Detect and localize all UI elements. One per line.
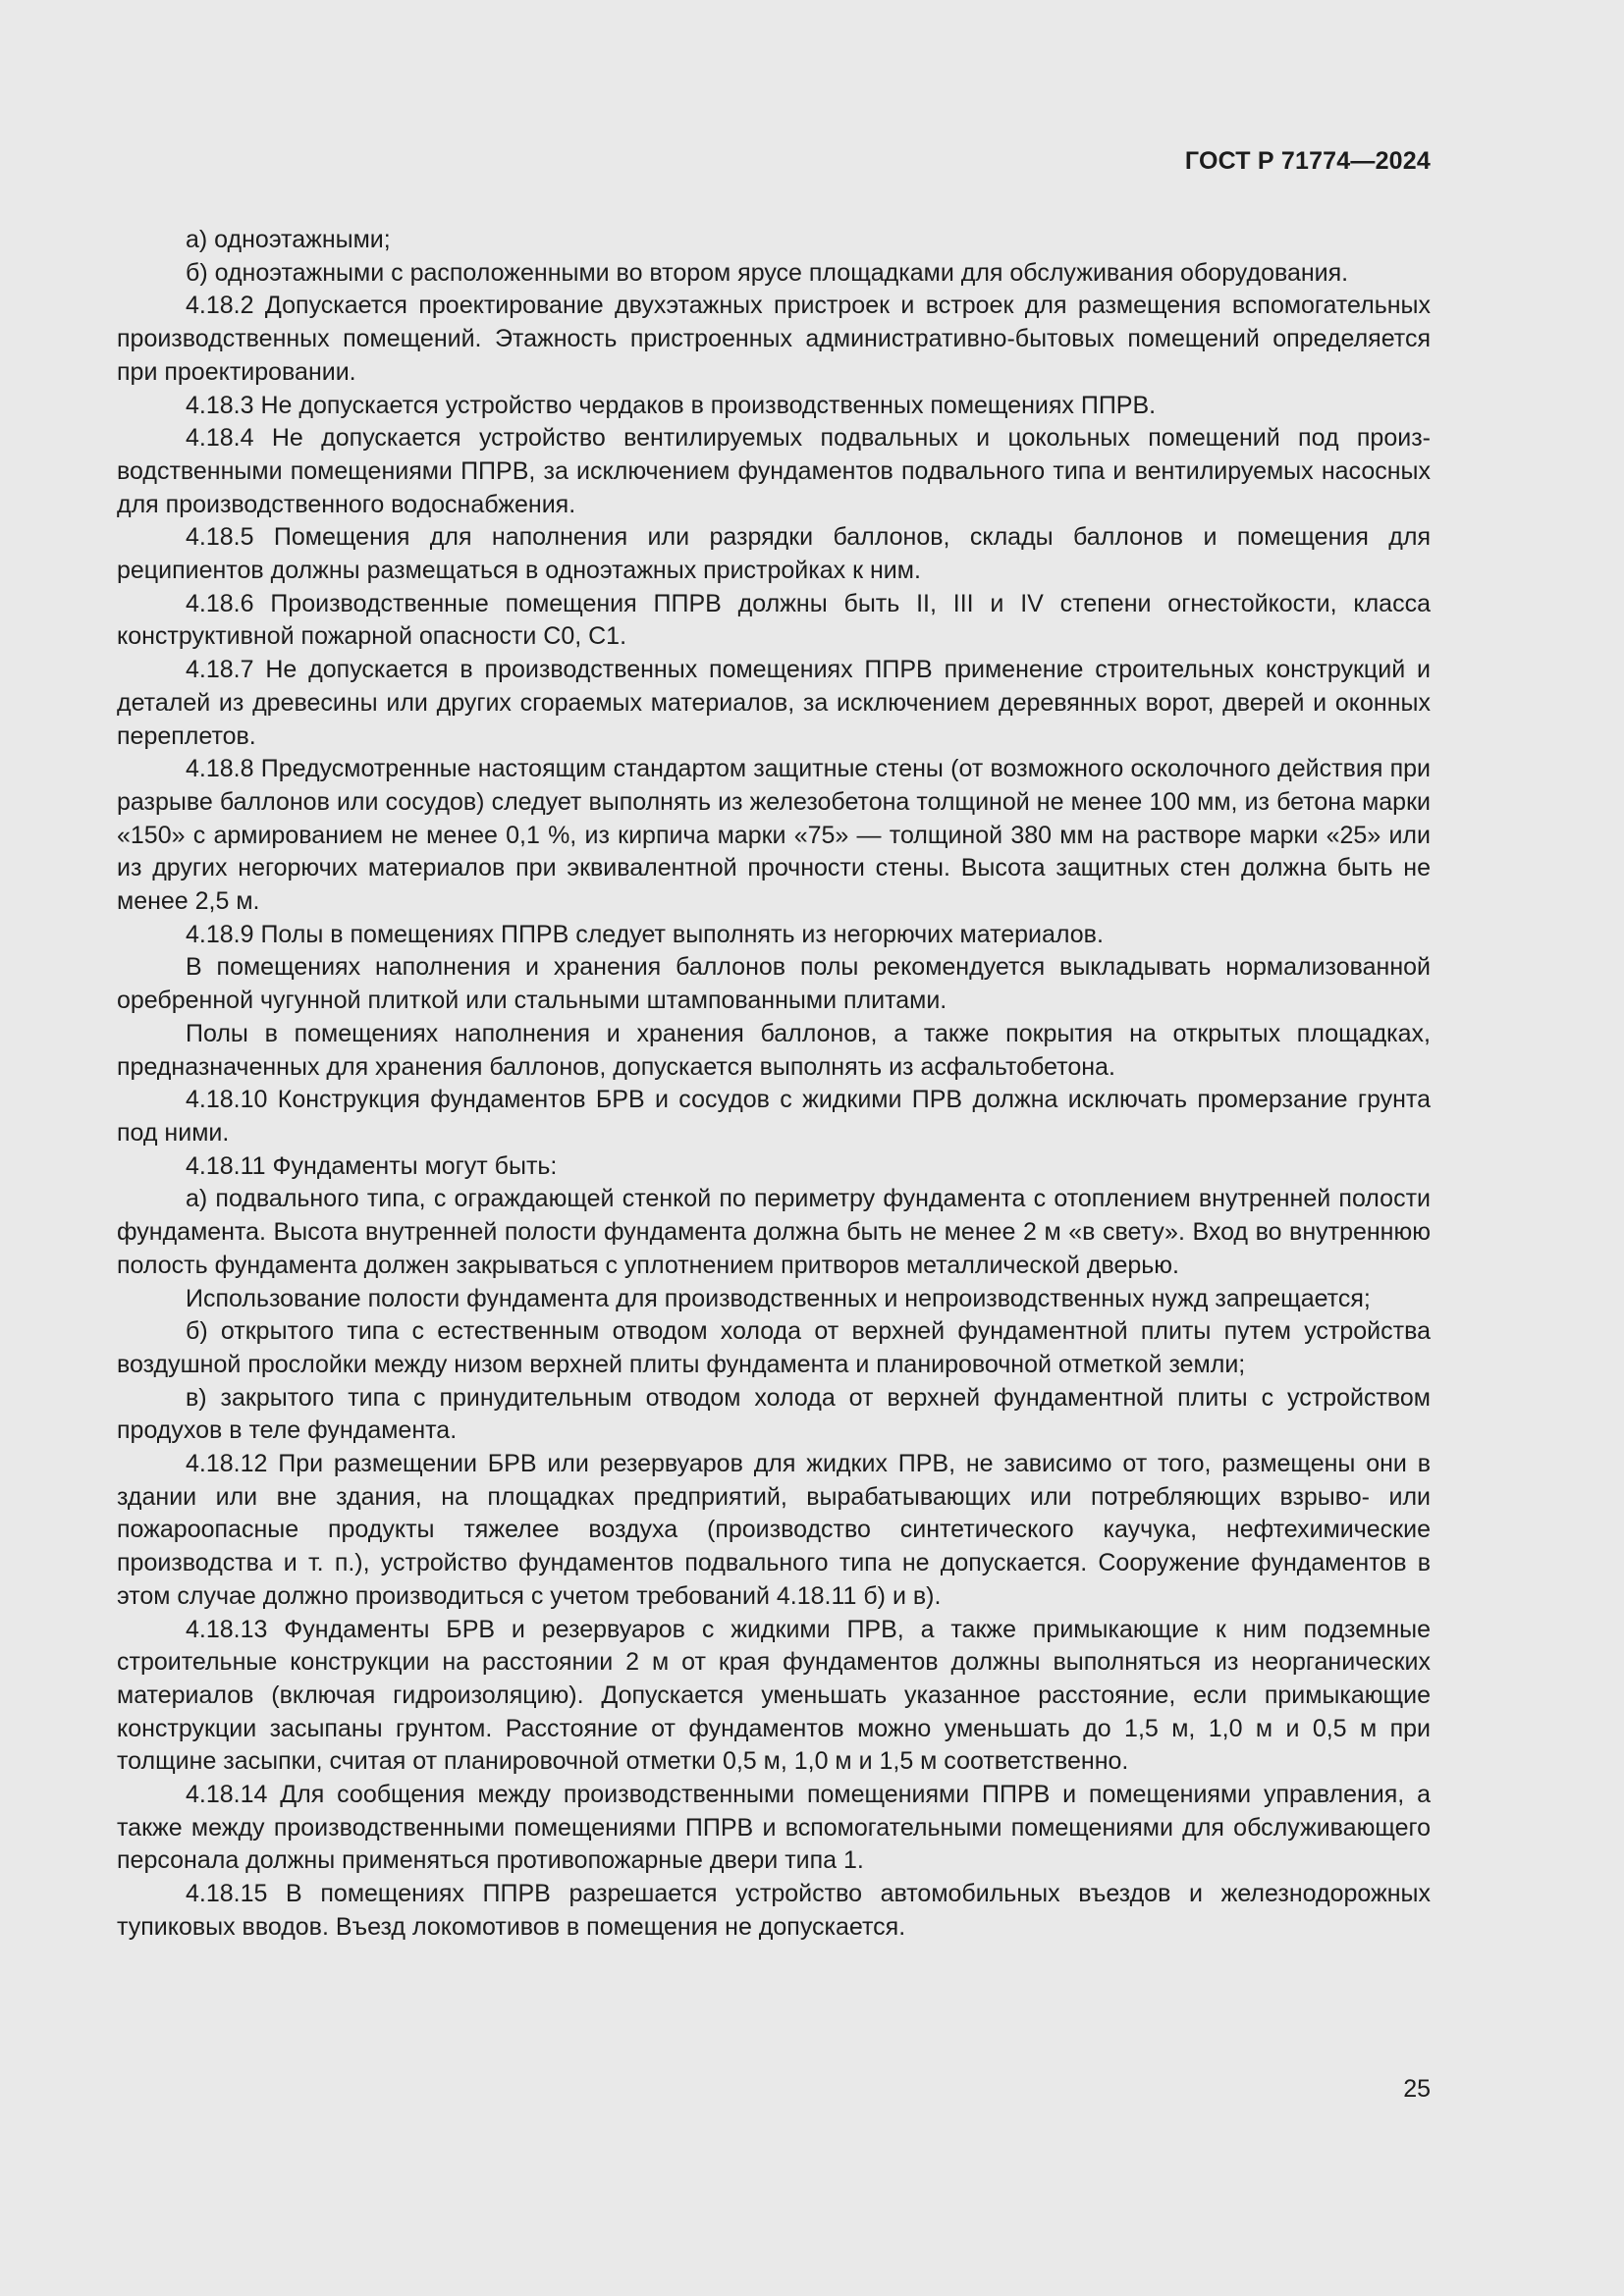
paragraph: 4.18.9 Полы в помещениях ППРВ следует выполнять из негорючих материалов. (186, 920, 1104, 948)
paragraph: а) подвального типа, с ограждающей стенкой по периметру фундамента с отоплением внутренней полости фундамента. Высота внутренней полости фундамента должна быть не менее 2 м «в свету». Вход во внутреннюю полость фундамента должен закрываться с уплотнением притворов металлической дверью. (117, 1185, 1431, 1279)
paragraph: в) закрытого типа с принудительным отводом холода от верхней фундаментной плиты с устройством продухов в теле фундамента. (117, 1383, 1431, 1445)
paragraph: б) одноэтажными с расположенными во втором ярусе площадками для обслуживания оборудования. (186, 258, 1349, 287)
standard-designation: ГОСТ Р 71774—2024 (1184, 147, 1431, 175)
page-number: 25 (1403, 2075, 1431, 2103)
paragraph: 4.18.7 Не допускается в производственных помещениях ППРВ применение строительных конструкций и деталей из древесины или других сгораемых материалов, за исключением деревянных ворот, дверей и оконных переплетов. (117, 656, 1431, 750)
paragraph: В помещениях наполнения и хранения баллонов полы рекомендуется выкладывать нормализованной оребренной чугунной плиткой или стальными штампованными плитами. (117, 953, 1431, 1015)
paragraph: а) одноэтажными; (186, 226, 391, 253)
paragraph: 4.18.5 Помещения для наполнения или разрядки баллонов, склады баллонов и помещения для реципиентов должны размещаться в одноэтажных пристройках к ним. (117, 523, 1431, 585)
paragraph: 4.18.12 При размещении БРВ или резервуаров для жидких ПРВ, не зависимо от того, размещены они в здании или вне здания, на площадках предприятий, вырабатывающих или потребляющих взрыво- или пожароопасные продукты тяжелее воздуха (производство синтетического каучука, нефтехимические производства и т. п.), устройство фундаментов подвального типа не допускается. Сооружение фундаментов в этом случае должно производиться с учетом требований 4.18.11 б) и в). (117, 1450, 1431, 1610)
paragraph: 4.18.4 Не допускается устройство вентилируемых подвальных и цокольных помещений под производственными помещениями ППРВ, за исключением фундаментов подвального типа и вентилируемых насосных для производственного водоснабжения. (117, 424, 1431, 518)
paragraph: 4.18.14 Для сообщения между производственными помещениями ППРВ и помещениями управления, а также между производственными помещениями ППРВ и вспомогательными помещениями для обслуживающего персонала должны применяться противопожарные двери типа 1. (117, 1781, 1431, 1875)
paragraph: б) открытого типа с естественным отводом холода от верхней фундаментной плиты путем устройства воздушной прослойки между низом верхней плиты фундамента и планировочной отметкой земли; (117, 1317, 1431, 1378)
paragraph: 4.18.15 В помещениях ППРВ разрешается устройство автомобильных въездов и железнодорожных тупиковых вводов. Въезд локомотивов в помещения не допускается. (117, 1880, 1431, 1941)
paragraph: 4.18.13 Фундаменты БРВ и резервуаров с жидкими ПРВ, а также примыкающие к ним подземные строительные конструкции на расстоянии 2 м от края фундаментов должны выполняться из неорганических материалов (включая гидроизоляцию). Допускается уменьшать указанное расстояние, если примыкающие конструкции засыпаны грунтом. Расстояние от фундаментов можно уменьшать до 1,5 м, 1,0 м и 0,5 м при толщине засыпки, считая от планировочной отметки 0,5 м, 1,0 м и 1,5 м соответственно. (117, 1615, 1431, 1776)
paragraph: 4.18.3 Не допускается устройство чердаков в производственных помещениях ППРВ. (186, 391, 1157, 419)
paragraph: 4.18.10 Конструкция фундаментов БРВ и сосудов с жидкими ПРВ должна исключать промерзание грунта под ними. (117, 1086, 1431, 1147)
paragraph: 4.18.6 Производственные помещения ППРВ должны быть II, III и IV степени огнестойкости, класса конструктивной пожарной опасности С0, С1. (117, 589, 1431, 651)
paragraph: Полы в помещениях наполнения и хранения баллонов, а также покрытия на открытых площадках, предназначенных для хранения баллонов, допускается выполнять из асфальтобетона. (117, 1019, 1431, 1081)
paragraph: 4.18.8 Предусмотренные настоящим стандартом защитные стены (от возможного осколочного действия при разрыве баллонов или сосудов) следует выполнять из железобетона толщиной не менее 100 мм, из бетона марки «150» с армированием не менее 0,1 %, из кирпича марки «75» — толщиной 380 мм на растворе марки «25» или из других негорючих материалов при эквивалентной прочности стены. Высота защитных стен должна быть не менее 2,5 м. (117, 755, 1431, 916)
paragraph: 4.18.2 Допускается проектирование двухэтажных пристроек и встроек для размещения вспомогательных производственных помещений. Этажность пристроенных административно-бытовых помещений определяется при проектировании. (117, 292, 1431, 386)
paragraph: Использование полости фундамента для производственных и непроизводственных нужд запрещается; (186, 1284, 1371, 1312)
document-body (117, 224, 1431, 1945)
paragraph: 4.18.11 Фундаменты могут быть: (186, 1151, 558, 1180)
